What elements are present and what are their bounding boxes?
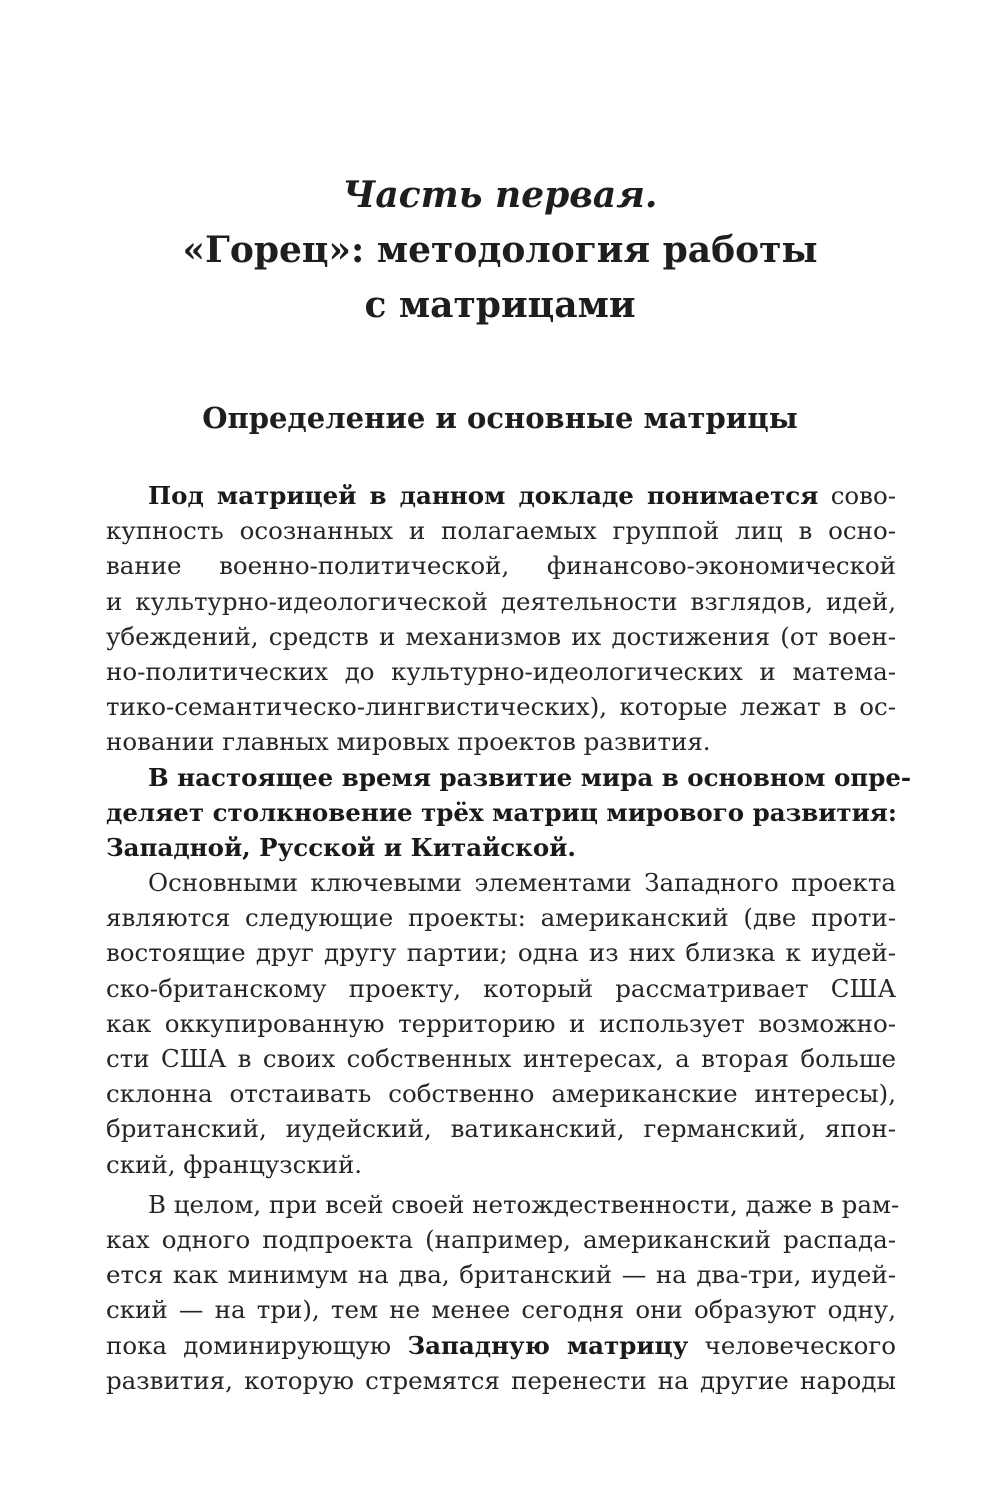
text-line: новании главных мировых проектов развития.: [106, 727, 711, 757]
part-heading: [100, 168, 900, 333]
text-fragment: человеческого: [688, 1330, 896, 1360]
text-line: ется как минимум на два, британский — на два-три, иудей-: [106, 1260, 896, 1290]
text-line: развития, которую стремятся перенести на другие народы: [106, 1365, 896, 1395]
paragraph: [106, 760, 912, 866]
text-fragment: пока доминирующую: [106, 1330, 408, 1360]
text-line: [106, 795, 896, 830]
text-line: [106, 478, 896, 513]
text-line: В целом, при всей своей нетождественности, даже в рам-: [148, 1189, 900, 1219]
text-line: тико-семантическо-лингвистических), которые лежат в ос-: [106, 692, 896, 722]
text-line: склонна отстаивать собственно американские интересы),: [106, 1079, 896, 1109]
bold-phrase: Западной, Русской и Китайской.: [106, 832, 576, 862]
part-label: Часть первая.: [342, 174, 658, 216]
paragraph: [106, 478, 896, 760]
bold-phrase: деляет столкновение трёх матриц мирового развития:: [106, 797, 897, 827]
paragraph: [106, 1187, 900, 1398]
text-line: ско-британскому проекту, который рассматривает США: [106, 973, 896, 1003]
bold-phrase: Под матрицей в данном докладе понимается: [148, 481, 819, 510]
text-line: купность осознанных и полагаемых группой лиц в осно-: [106, 516, 896, 546]
text-line: ках одного подпроекта (например, американский распада-: [106, 1224, 896, 1254]
text-line: вание военно-политической, финансово-экономической: [106, 551, 896, 581]
text-fragment: сово-: [818, 481, 896, 510]
text-line: Основными ключевыми элементами Западного проекта: [148, 868, 896, 898]
text-line: [106, 830, 896, 865]
text-line: но-политических до культурно-идеологических и матема-: [106, 656, 896, 686]
text-line: британский, иудейский, ватиканский, германский, япон-: [106, 1114, 896, 1144]
text-line: убеждений, средств и механизмов их достижения (от воен-: [106, 621, 896, 651]
text-line: сти США в своих собственных интересах, а вторая больше: [106, 1044, 896, 1073]
text-line: востоящие друг другу партии; одна из них близка к иудей-: [106, 938, 896, 968]
part-title-line-1: «Горец»: методология работы: [182, 229, 818, 271]
part-title-line-2: с матрицами: [364, 284, 636, 326]
text-line: [106, 1328, 896, 1363]
bold-phrase: Западную матрицу: [407, 1330, 689, 1360]
paragraph: [106, 865, 896, 1182]
section-title: Определение и основные матрицы: [202, 401, 798, 435]
text-line: являются следующие проекты: американский (две проти-: [106, 903, 896, 933]
text-line: ский — на три), тем не менее сегодня они образуют одну,: [106, 1295, 896, 1325]
text-line: и культурно-идеологической деятельности взглядов, идей,: [106, 586, 896, 616]
text-line: ский, французский.: [106, 1149, 363, 1179]
body-text: [106, 478, 912, 1398]
text-line: [106, 760, 912, 795]
bold-phrase: В настоящее время развитие мира в основном опре-: [148, 762, 912, 792]
text-line: как оккупированную территорию и использует возможно-: [106, 1008, 896, 1038]
